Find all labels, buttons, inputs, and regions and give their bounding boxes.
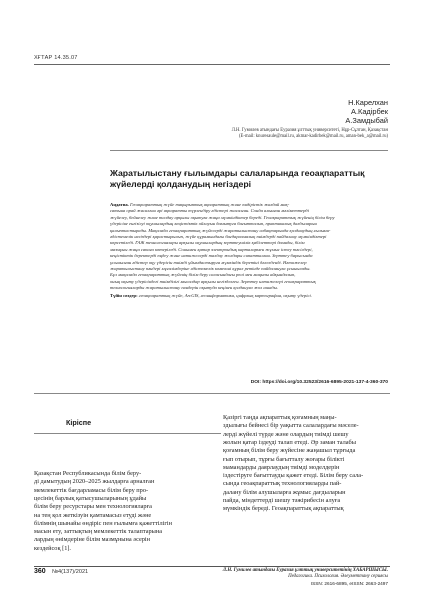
body-text-line: қоғамның білім беру жүйесіне жаңашыл тұрғыда: [223, 447, 356, 455]
abstract-line: үдерісіне енгізілуі оқушылардың кеңістіктік ойлауын дамытуға бағытталып, практикалық дағдыларын: [110, 221, 317, 227]
body-text-line: іздестіруге бағыттауды қажет етеді. Білім беру сала-: [223, 472, 364, 480]
issue-number: №4(137)/2021: [52, 569, 89, 575]
author-name: Н.Карелхан: [348, 98, 388, 107]
body-text-line: жолын қатар іздеуді талап етеді. Әр заман талабы: [223, 438, 356, 446]
body-text-line: Қазіргі таңда ақпараттық қоғамның маңы-: [223, 414, 337, 421]
header-code: ХҒТАР 14.35.07: [34, 55, 78, 61]
journal-series: Педагогика. Психология. Әлеуметтану сериясы: [288, 574, 388, 580]
affiliation: [88, 128, 388, 140]
body-text-line: пайда, міндеттерді шешу тәжірибесін алуға: [223, 497, 341, 504]
abstract-line: кеңістіктік деректерді өңдеу және нәтижелерді талдау жолдары сипатталған. Зерттеу барысында: [110, 253, 313, 259]
body-text-line: мамандарды даярлаудың тиімді моделдерін: [223, 463, 340, 471]
title-divider: [110, 150, 388, 151]
abstract-line: ұсынылған әдістер оқу үдерісін тиімді ұйымдастыруға мүмкіндік беретіні дәлелденді. Нәтижелер: [110, 259, 307, 265]
body-text-line: Қазақстан Республикасында білім беру-: [34, 470, 142, 477]
body-text-line: цесінің барлық қатысушыларының ұдайы: [34, 494, 147, 502]
author-name: А.Замдыбай: [345, 116, 388, 125]
journal-name: Л.Н. Гумилев атындағы Еуразия ұлттық университетінің ХАБАРШЫСЫ.: [222, 568, 388, 573]
body-text-line: лерді жүйелі түрде және олардың тиімді шешу: [223, 430, 349, 438]
abstract-line: мазмұны жаңа сапаға көтеріледі. Сонымен қатар электрондық карталармен жұмыс істеу тәсілдері,: [110, 246, 313, 252]
abstract-line: әдістемелік негіздері қарастырылып, жүйе құрамындағы бағдарламалық өнімдерді пайдалану мүмкіндіктері: [110, 234, 327, 239]
affiliation-institution: Л.Н. Гумилев атындағы Еуразия ұлттық университеті, Нұр-Сұлтан, Қазақстан: [231, 128, 388, 133]
body-text-line: кездейсоқ [1].: [34, 544, 72, 552]
keywords-label: Түйін сөздер:: [110, 292, 139, 298]
body-text-line: ді дамытудың 2020–2025 жылдарға арналған: [34, 478, 155, 486]
article-title-line: Жаратылыстану ғылымдары салаларында геоақпараттық: [110, 168, 365, 178]
author-list: [238, 98, 388, 125]
abstract-block: [110, 202, 388, 372]
abstract-line: көрсетіледі. ГАЖ технологиялары арқылы оқушылардың зерттеушілік қабілеттері дамиды, білім: [110, 240, 305, 246]
body-text-line: мемлекеттік бағдарламасы білім беру про-: [34, 486, 149, 494]
keywords-text: геоақпараттық жүйе, ArcGIS, геоинформатика, цифрлық картография, оқыту үдерісі.: [138, 292, 312, 298]
abstract-line: технологияларды жаратылыстану пәндерін оқытуда кеңінен қолдануға жол ашады.: [110, 285, 278, 291]
header-divider: [34, 64, 390, 65]
body-text-line: здылығы бейнесі бір уақытта салалардағы мәселе-: [223, 422, 359, 430]
author-name: А.Кадірбек: [351, 107, 388, 116]
abstract-line: сатына орай жасалған әрі ақпаратты түрлендіру әдістері жасалған. Сонда алынған мәліметтерді: [110, 208, 309, 214]
body-text-line: мүмкіндік береді. Геоақпараттық ақпараттық: [223, 505, 344, 513]
heading-underline: [34, 433, 221, 434]
journal-info: [158, 568, 388, 587]
journal-issn: ISSN: 2616-6895, eISSN: 2663-2497: [310, 580, 388, 586]
footer-divider: [34, 566, 390, 567]
abstract-text: Геоақпараттық жүйе тақырыптық ақпараттық және өндірістік жағдай мақ-: [129, 202, 290, 207]
section-heading: Кіріспе: [66, 418, 92, 427]
body-text-line: ғып отырып, тұрғы бағытталу жоғары білікті: [223, 455, 345, 463]
abstract-line: жаратылыстану пәндері мұғалімдеріне әдістемелік көмекші құрал ретінде пайдалануға ұсынылады.: [110, 266, 311, 271]
body-text-line: лардың өнімдеріне білім мазмұнына әсерін: [34, 536, 151, 544]
keywords-line: [110, 293, 388, 299]
abstract-line: қалыптастырады. Мақалада геоақпараттық жүйелерді жаратылыстану сабақтарында қолданудың ғылыми-: [110, 227, 331, 233]
body-text-line: масын ету, заттықтың мемлекеттік талаптарына: [34, 528, 163, 536]
body-text-line: білімнің шынайы өндіріс пен ғылымға қажеттілігін: [34, 519, 173, 527]
body-text-line: білім беру ресурстары мен технологияларға: [34, 503, 152, 511]
abstract-line: жүйелеу, бейнелеу және талдау арқылы оқытуға жаңа мүмкіндіктер береді. Геоақпараттық жүйенің білім беру: [110, 214, 335, 220]
article-title-line: жүйелерді қолданудың негіздері: [110, 179, 252, 189]
abstract-label: Аңдатпа.: [110, 202, 130, 207]
abstract-line: оның оқыту үдерісіндегі тиімділігі мысалдар арқылы негізделген. Зерттеу нәтижелері геоақпараттық: [110, 278, 316, 284]
doi-link[interactable]: DOI: https://doi.org/10.32523/2616-6895-2021-137-4-360-370: [250, 380, 388, 385]
affiliation-emails: (E-mail: knuresaule@mail.ru, akmar-kadirbek@mail.ru, aman-bek_a@mail.ru): [239, 134, 388, 140]
body-text-line: на тең қол жеткізуін қамтамасыз етуді және: [34, 511, 152, 519]
section-divider: [34, 393, 390, 394]
abstract-line: Бұл мақалада геоақпараттық жүйенің білім беру саласындағы рөлі мен маңызы айқындалып,: [110, 272, 296, 278]
body-text-line: далану білім алушыларға жұмыс дағдыларын: [223, 488, 346, 496]
body-text-line: сында геоақпараттық технологияларды пай-: [223, 480, 342, 488]
page-number: 360: [34, 568, 46, 575]
